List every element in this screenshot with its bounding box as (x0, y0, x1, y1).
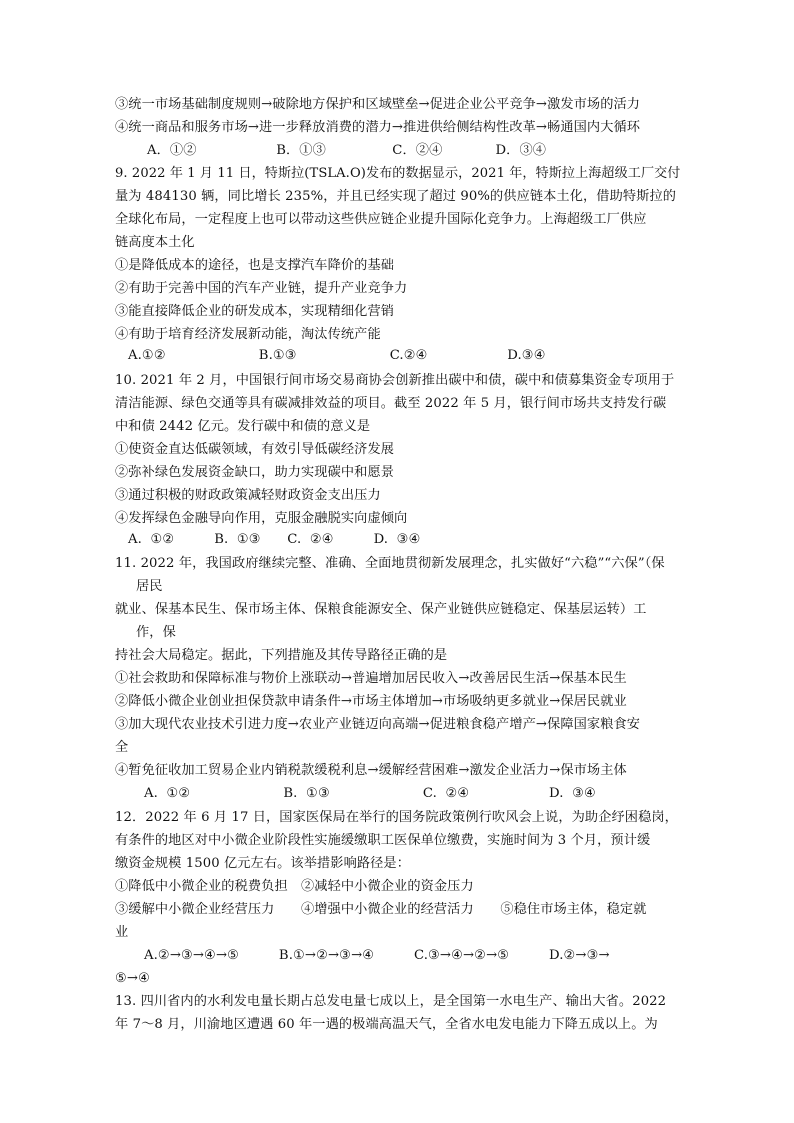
question-9-option-1: ①是降低成本的途径，也是支撑汽车降价的基础 (115, 258, 395, 273)
answer-choices-q8: A．①② B．①③ C．②④ D．③④ (147, 143, 547, 158)
question-12-options: ①降低中小微企业的税费负担 ②减轻中小微企业的资金压力 (115, 879, 474, 894)
question-10-stem: 清洁能源、绿色交通等具有碳减排效益的项目。截至 2022 年 5 月，银行间市场共支持发行碳 (115, 396, 667, 411)
question-9-stem: 9. 2022 年 1 月 11 日，特斯拉(TSLA.O)发布的数据显示，2021 年，特斯拉上海超级工厂交付 (115, 166, 681, 181)
question-11-option-1: ①社会救助和保障标准与物价上涨联动→普遍增加居民收入→改善居民生活→保基本民生 (115, 671, 627, 686)
question-11-stem: 持社会大局稳定。据此，下列措施及其传导路径正确的是 (115, 648, 448, 663)
question-12-options: 业 (115, 925, 129, 940)
question-12-options: ③缓解中小微企业经营压力 ④增强中小微企业的经营活力 ⑤稳住市场主体，稳定就 (115, 902, 647, 917)
question-12-stem: 有条件的地区对中小微企业阶段性实施缓缴职工医保单位缴费，实施时间为 3 个月，预计缓 (115, 833, 651, 848)
question-13-stem: 13. 四川省内的水利发电量长期占总发电量七成以上，是全国第一水电生产、输出大省。2022 (115, 994, 667, 1009)
question-11-option-2: ②降低小微企业创业担保贷款申请条件→市场主体增加→市场吸纳更多就业→保居民就业 (115, 694, 627, 709)
option-line-3: ③统一市场基础制度规则→破除地方保护和区域壁垒→促进企业公平竞争→激发市场的活力 (115, 97, 641, 112)
answer-choices-q9: A.①② B.①③ C.②④ D.③④ (128, 348, 546, 363)
option-line-4: ④统一商品和服务市场→进一步释放消费的潜力→推进供给侧结构性改革→畅通国内大循环 (115, 120, 641, 135)
question-9-stem: 全球化布局，一定程度上也可以带动这些供应链企业提升国际化竞争力。上海超级工厂供应 (115, 212, 647, 227)
question-10-option-1: ①使资金直达低碳领域，有效引导低碳经济发展 (115, 442, 395, 457)
question-13-stem: 年 7～8 月，川渝地区遭遇 60 年一遇的极端高温天气，全省水电发电能力下降五成以上。为 (115, 1017, 658, 1032)
question-9-stem: 量为 484130 辆，同比增长 235%，并且已经实现了超过 90%的供应链本土化，借助特斯拉的 (115, 189, 677, 204)
question-10-option-2: ②弥补绿色发展资金缺口，助力实现碳中和愿景 (115, 465, 395, 480)
question-9-option-3: ③能直接降低企业的研发成本，实现精细化营销 (115, 304, 395, 319)
answer-choices-q12: ⑤→④ (115, 971, 150, 986)
question-12-stem: 缴资金规模 1500 亿元左右。该举措影响路径是： (115, 856, 411, 871)
question-10-option-3: ③通过积极的财政政策减轻财政资金支出压力 (115, 488, 381, 503)
question-12-stem: 12．2022 年 6 月 17 日，国家医保局在举行的国务院政策例行吹风会上说，为助企纾困稳岗， (115, 810, 678, 825)
question-11-stem: 就业、保基本民生、保市场主体、保粮食能源安全、保产业链供应链稳定、保基层运转）工 (115, 602, 647, 617)
question-9-stem: 链高度本土化 (115, 235, 195, 250)
question-9-option-2: ②有助于完善中国的汽车产业链，提升产业竞争力 (115, 281, 408, 296)
question-10-stem: 中和债 2442 亿元。发行碳中和债的意义是 (115, 419, 371, 434)
answer-choices-q12: A.②→③→④→⑤ B.①→②→③→④ C.③→④→②→⑤ D.②→③→ (144, 948, 610, 963)
question-11-stem: 作，保 (136, 625, 176, 640)
question-11-option-4: ④暂免征收加工贸易企业内销税款缓税利息→缓解经营困难→激发企业活力→保市场主体 (115, 763, 627, 778)
question-11-option-3: 全 (115, 740, 129, 755)
question-9-option-4: ④有助于培育经济发展新动能，淘汰传统产能 (115, 327, 381, 342)
question-11-stem: 居民 (136, 579, 163, 594)
answer-choices-q11: A. ①② B. ①③ C. ②④ D. ③④ (144, 786, 596, 801)
question-11-stem: 11. 2022 年，我国政府继续完整、准确、全面地贯彻新发展理念，扎实做好“六稳”“六保”（保 (115, 556, 665, 571)
question-10-stem: 10. 2021 年 2 月，中国银行间市场交易商协会创新推出碳中和债，碳中和债募集资金专项用于 (115, 373, 675, 388)
question-11-option-3: ③加大现代农业技术引进力度→农业产业链迈向高端→促进粮食稳产增产→保障国家粮食安 (115, 717, 641, 732)
answer-choices-q10: A. ①② B. ①③ C. ②④ D. ③④ (128, 532, 421, 547)
question-10-option-4: ④发挥绿色金融导向作用，克服金融脱实向虚倾向 (115, 511, 408, 526)
